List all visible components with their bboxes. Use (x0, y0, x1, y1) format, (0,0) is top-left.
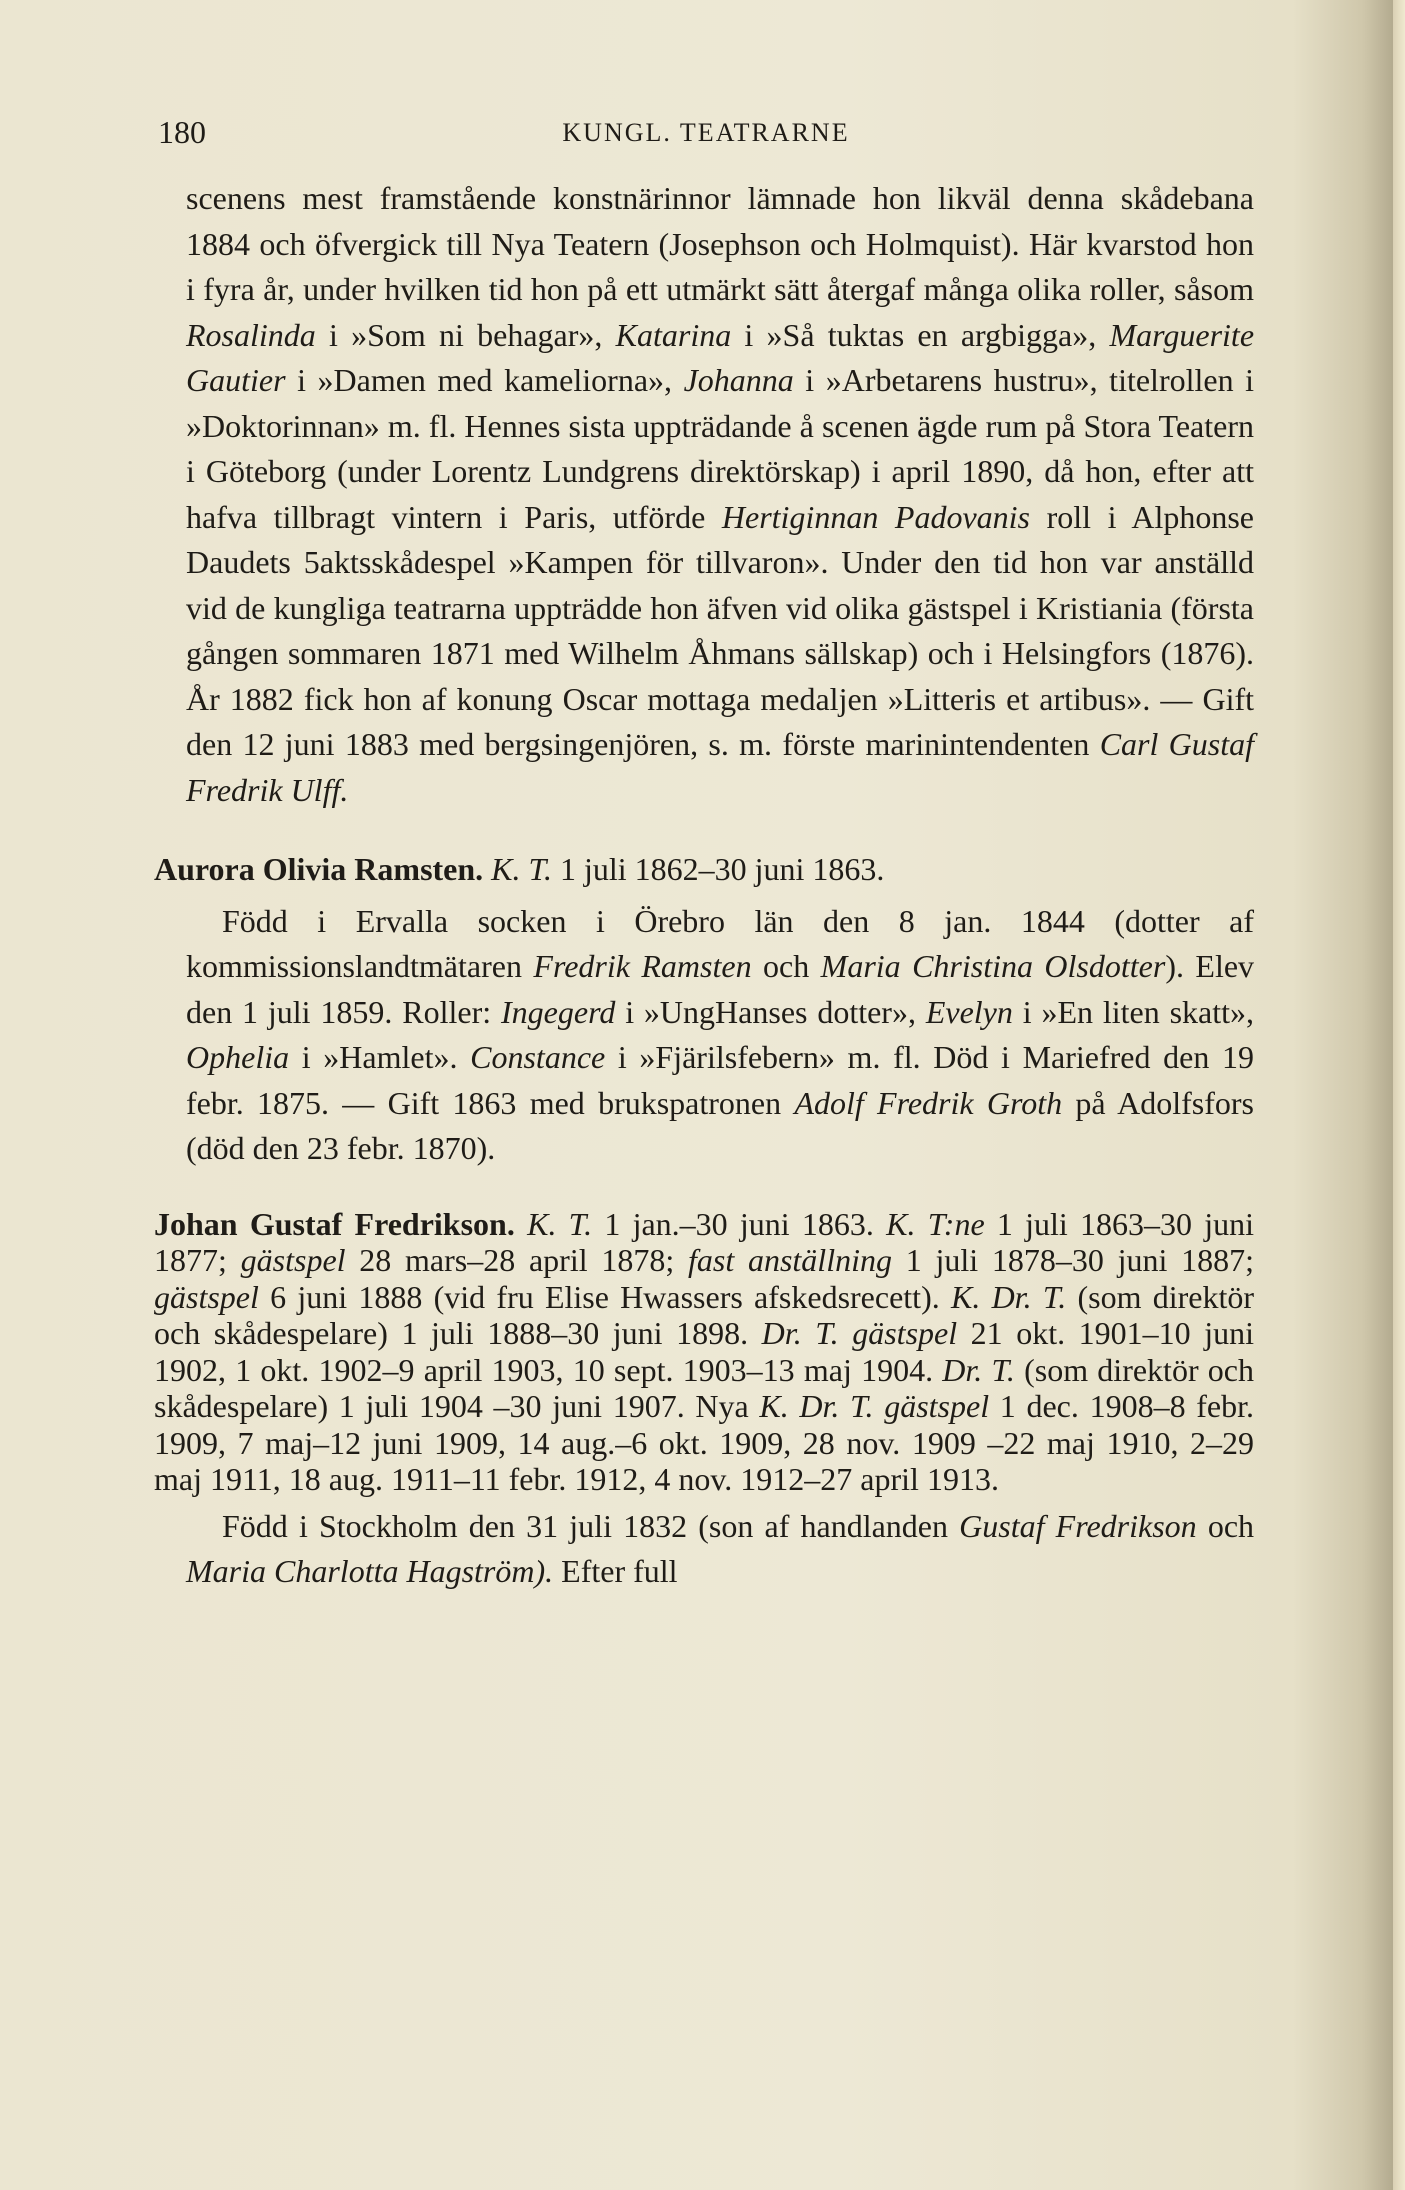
body-text-run: i »En liten skatt», (1012, 993, 1255, 1030)
body-text-run: i »Hamlet». (289, 1039, 471, 1075)
engagement-dates (483, 851, 884, 887)
body-text-run: Maria Charlotta Hagström). (186, 1553, 554, 1589)
continuation-text-run: Marguerite Gautier (186, 316, 1255, 398)
continuation-text-run: Carl Gustaf Fredrik Ulff. (186, 726, 1255, 808)
heading-text-run: K. Dr. T. gästspel (759, 1388, 990, 1424)
body-text-run: Maria Christina Olsdotter (820, 948, 1166, 984)
body-text-run: Gustaf Fredrikson (959, 1507, 1197, 1544)
heading-text-run: gästspel (154, 1278, 259, 1315)
heading-text-run: (som direktör och skådespelare) 1 juli 1904 –30 juni 1907. Nya (154, 1351, 1255, 1424)
continuation-text-run: roll i Alphonse Daudets 5 (186, 498, 1254, 580)
body-text-run: Fredrik Ramsten (533, 948, 752, 984)
body-text-run: Evelyn (925, 993, 1013, 1030)
continuation-text-run: scenens mest framstående konstnärinnor lämnade hon likväl denna skådebana 1884 och öfvergick till Nya Teatern (Joseph (186, 180, 1254, 262)
body-text-run: Född i Ervalla socken i Örebro län den 8 jan. 1844 (dotter af kommissionslandtmätaren (186, 902, 1254, 984)
page-header (158, 114, 1254, 158)
heading-text-run: fast anställning (687, 1242, 892, 1278)
body-text-run: i »Fjärilsfebern» m. fl. Död i Mariefred den 19 febr. 1875. — Gift 1863 med brukspatronen (186, 1039, 1255, 1121)
continuation-text-run: ken tid hon på ett utmärkt sätt återgaf många olika roller, såsom (434, 271, 1255, 307)
continuation-text-run: i »Arbetarens hustru», titelrollen i »Doktorinnan» m. fl. Hennes sista uppträdande å scenen ägde rum på Stora Teatern i Göteborg (under Lorentz Lundgrens direktörskap) i april 1890, då hon, efter att hafva tillbragt vintern i Paris, utförde (186, 362, 1255, 535)
continuation-text-run: i »Så tuktas en argbigga», (731, 316, 1110, 353)
heading-text-run: 1 juli 1878–30 juni 1887; (891, 1242, 1255, 1278)
heading-text-run: 21 okt. 1901–10 juni 1902, 1 okt. 1902–9 april 1903, 10 sept. 1903–13 maj 1904. (154, 1315, 1255, 1388)
heading-text-run: 1 dec. 1908–8 febr. 1909, 7 maj–12 juni 1909, 14 aug.–6 okt. 1909, 28 nov. 1909 –22 maj 1910, 2–29 maj 1911, 18 aug. 1911–11 febr. 1912, 4 nov. 1912–27 april 1913. (154, 1388, 1255, 1497)
heading-text-run (515, 1206, 527, 1242)
continuation-text-run: Jo (683, 362, 714, 398)
heading-text-run: 28 mars–28 april 1878; (345, 1242, 688, 1278)
running-title: KUNGL. TEATRARNE (562, 118, 850, 147)
heading-text-run: Dr. T. (942, 1351, 1015, 1388)
entry-heading (154, 1206, 1254, 1498)
continuation-text-run: Hertiginnan Padovanis (721, 498, 1030, 535)
continuation-text-run: son och Holmquist). Här kvarstod hon i fyra år, under hvil (186, 225, 1255, 307)
heading-text-run: 1 juli 1863–30 juni 1877; (154, 1205, 1255, 1278)
biography-entry-fredrikson (154, 1205, 1255, 1595)
heading-text-run: 1 juli 1862–30 juni 1863. (551, 851, 885, 887)
person-name: Johan Gustaf Fredrikson. (154, 1205, 515, 1242)
heading-text-run: K. T:ne (886, 1205, 985, 1242)
heading-text-run: 1 jan.–30 juni 1863. (592, 1205, 887, 1242)
body-text-run: Född i Stockholm den 31 juli 1832 (son af handlanden (222, 1507, 960, 1544)
body-text-run: Constance (470, 1039, 606, 1075)
body-text-run: i »Ung (615, 993, 716, 1030)
heading-text-run: Dr. T. gästspel (761, 1315, 958, 1351)
heading-text-run: 6 juni 1888 (vid fru Elise Hwassers afskedsrecett). (258, 1278, 951, 1315)
biography-text (186, 899, 1254, 1172)
heading-text-run: gästspel (240, 1242, 346, 1278)
heading-text-run: K. Dr. T. (950, 1278, 1067, 1315)
engagement-dates (154, 1206, 1254, 1498)
page-number: 180 (158, 114, 206, 150)
heading-text-run: K. T. (491, 851, 552, 887)
continuation-text-run: Rosalinda (186, 316, 316, 353)
body-text-run: Ophelia (186, 1039, 290, 1075)
continuation-text-run: Katarina (615, 316, 732, 353)
biography-entry-ramsten (154, 847, 1255, 1172)
heading-text-run (483, 851, 491, 887)
page-edge (1393, 0, 1405, 2190)
heading-text-run: (som direktör och skådespelare) 1 juli 1888–30 juni 1898. (154, 1278, 1255, 1351)
body-text-run: Adolf Fredrik Groth (794, 1084, 1063, 1121)
biography-text (186, 1504, 1254, 1595)
body-text-run: Efter full (553, 1553, 678, 1589)
body-text-run: ). Elev den 1 juli 1859. Roller: (186, 948, 1255, 1030)
person-name: Aurora Olivia Ramsten. (154, 851, 484, 887)
page-body (154, 176, 1255, 1595)
body-text-run: Hanses dotter», (715, 993, 926, 1030)
continuation-paragraph (186, 176, 1254, 813)
body-text-run: och (751, 948, 821, 984)
entry-heading (154, 847, 1254, 893)
body-text-run: och (1196, 1507, 1255, 1544)
continuation-text-run: i »Damen med kameliorna», (285, 362, 684, 398)
continuation-text-run: hanna (713, 362, 794, 398)
body-text-run: Ingegerd (501, 993, 616, 1030)
continuation-text-run: i »Som ni behagar», (315, 316, 616, 353)
heading-text-run: K. T. (527, 1205, 593, 1242)
continuation-text-run: aktsskådespel »Kampen för tillvaron». Under den tid hon var anställd vid de kungliga teatrarna uppträdde hon äfven vid olika gästspel i Kristiania (första gången sommaren 1871 med Wilhelm Åhmans sällskap) och i Helsingfors (1876). År 1882 fick hon af konung Oscar mottaga medaljen »Litteris et artibus». — Gift den 12 juni 1883 med bergsingenjören, s. m. förste marinintendenten (186, 544, 1255, 762)
body-text-run: på Adolfsfors (död den 23 febr. 1870). (186, 1084, 1255, 1166)
